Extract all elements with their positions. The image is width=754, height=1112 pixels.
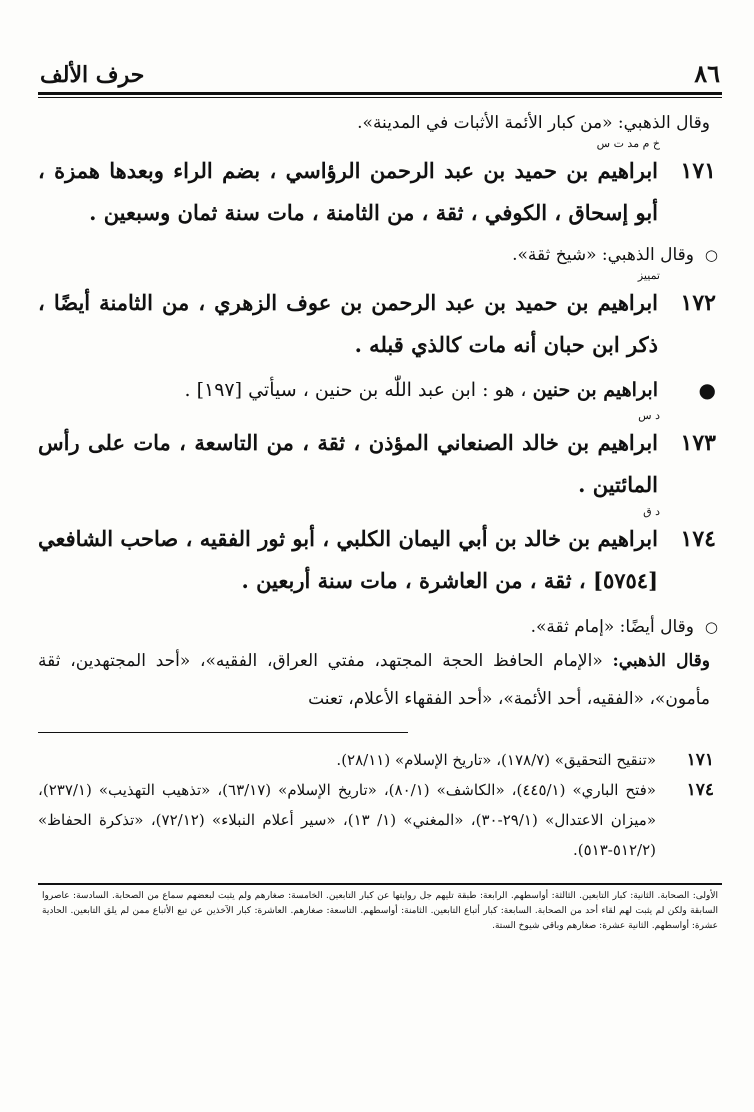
- entry-174-abbr: د ق: [643, 505, 660, 518]
- page-header: [38, 48, 722, 88]
- dhahabi-174: [38, 642, 722, 718]
- entry-number: ١٧٣: [680, 430, 716, 456]
- entry-text: ابراهيم بن حميد بن عبد الرحمن الرؤاسي ، بضم الراء وبعدها همزة ، أبو إسحاق ، الكوفي ، ثقة ، من الثامنة ، مات سنة ثمان وسبعين .: [38, 158, 658, 225]
- circle-marker-icon: ○: [704, 246, 718, 264]
- entry-number: ١٧١: [680, 158, 716, 184]
- note-174: [38, 612, 722, 642]
- chapter-title: حرف الألف: [40, 62, 145, 88]
- entry-174: [38, 518, 722, 602]
- entry-text: ابراهيم بن خالد بن أبي اليمان الكلبي ، أبو ثور الفقيه ، صاحب الشافعي [٥٧٥٤] ، ثقة ، من العاشرة ، مات سنة أربعين .: [38, 526, 658, 593]
- entry-text: ابراهيم بن حميد بن عبد الرحمن بن عوف الزهري ، من الثامنة أيضًا ، ذكر ابن حبان أنه مات كالذي قبله .: [38, 290, 658, 357]
- note-171: [38, 240, 722, 270]
- dhahabi-text: «الإمام الحافظ الحجة المجتهد، مفتي العراق، الفقيه»، «أحد المجتهدين، ثقة مأمون»، «الفقيه، أحد الأئمة»، «أحد الفقهاء الأعلام، تعنت: [38, 651, 710, 709]
- footnote-text: «فتح الباري» (٤٤٥/١)، «الكاشف» (٨٠/١)، «تاريخ الإسلام» (٦٣/١٧)، «تذهيب التهذيب» (٢٣٧/١)، «ميزان الاعتدال» (٢٩/١-٣٠)، «المغني» (١/ ١٣)، «سير أعلام النبلاء» (٧٢/١٢)، «تذكرة الحفاظ» (٥١٢/٢-٥١٣).: [38, 781, 656, 859]
- entry-173-abbr: د س: [638, 409, 660, 422]
- footnote-174: [38, 775, 722, 865]
- entry-171: [38, 150, 722, 234]
- entry-173: [38, 422, 722, 506]
- footnote-number: ١٧١: [686, 750, 714, 770]
- footnotes: [38, 745, 722, 865]
- header-rule: [38, 92, 722, 98]
- footnote-rule: [38, 732, 408, 733]
- book-page: [38, 48, 722, 1088]
- footnote-171: [38, 745, 722, 775]
- bullet-entry-text: ، هو : ابن عبد اللّٰه بن حنين ، سيأتي [١٩٧] .: [184, 379, 527, 401]
- bullet-icon: ●: [698, 378, 716, 402]
- footnote-number: ١٧٤: [686, 780, 714, 800]
- entry-text: ابراهيم بن خالد الصنعاني المؤذن ، ثقة ، من التاسعة ، مات على رأس المائتين .: [38, 430, 658, 497]
- entry-171-abbr: خ م مد ت س: [596, 137, 660, 150]
- circle-marker-icon: ○: [704, 618, 718, 636]
- entry-number: ١٧٢: [680, 290, 716, 316]
- main-text: [38, 108, 722, 718]
- entry-172-abbr: تمييز: [637, 269, 660, 282]
- page-number: ٨٦: [694, 59, 720, 88]
- dhahabi-lead: وقال الذهبي:: [612, 651, 710, 671]
- note-text: وقال الذهبي: «شيخ ثقة».: [512, 245, 694, 265]
- legend-rule: [38, 883, 722, 885]
- entry-172: [38, 282, 722, 366]
- dhahabi-quote-top: وقال الذهبي: «من كبار الأئمة الأثبات في المدينة».: [357, 113, 710, 133]
- entry-number: ١٧٤: [680, 526, 716, 552]
- bullet-entry-name: ابراهيم بن حنين: [532, 379, 658, 401]
- bullet-entry: [38, 370, 722, 410]
- note-text: وقال أيضًا: «إمام ثقة».: [530, 617, 694, 637]
- footnote-text: «تنقيح التحقيق» (١٧٨/٧)، «تاريخ الإسلام» (٢٨/١١).: [336, 751, 656, 769]
- tabaqat-legend: الأولى: الصحابة. الثانية: كبار التابعين. الثالثة: أواسطهم. الرابعة: طبقة تليهم جل روايتها عن كبار التابعين. الخامسة: صغارهم ولم يثبت لبعضهم سماع من الصحابة. السادسة: عاصروا السابقة ولكن لم يثبت لهم لقاء أحد من الصحابة. السابعة: كبار أتباع التابعين. الثامنة: أواسطهم. التاسعة: صغارهم. العاشرة: كبار الآخذين عن تبع الأتباع ممن لم يلق التابعين. الحادية عشرة: أواسطهم. الثانية عشرة: صغارهم وباقي شيوخ الستة.: [42, 891, 718, 931]
